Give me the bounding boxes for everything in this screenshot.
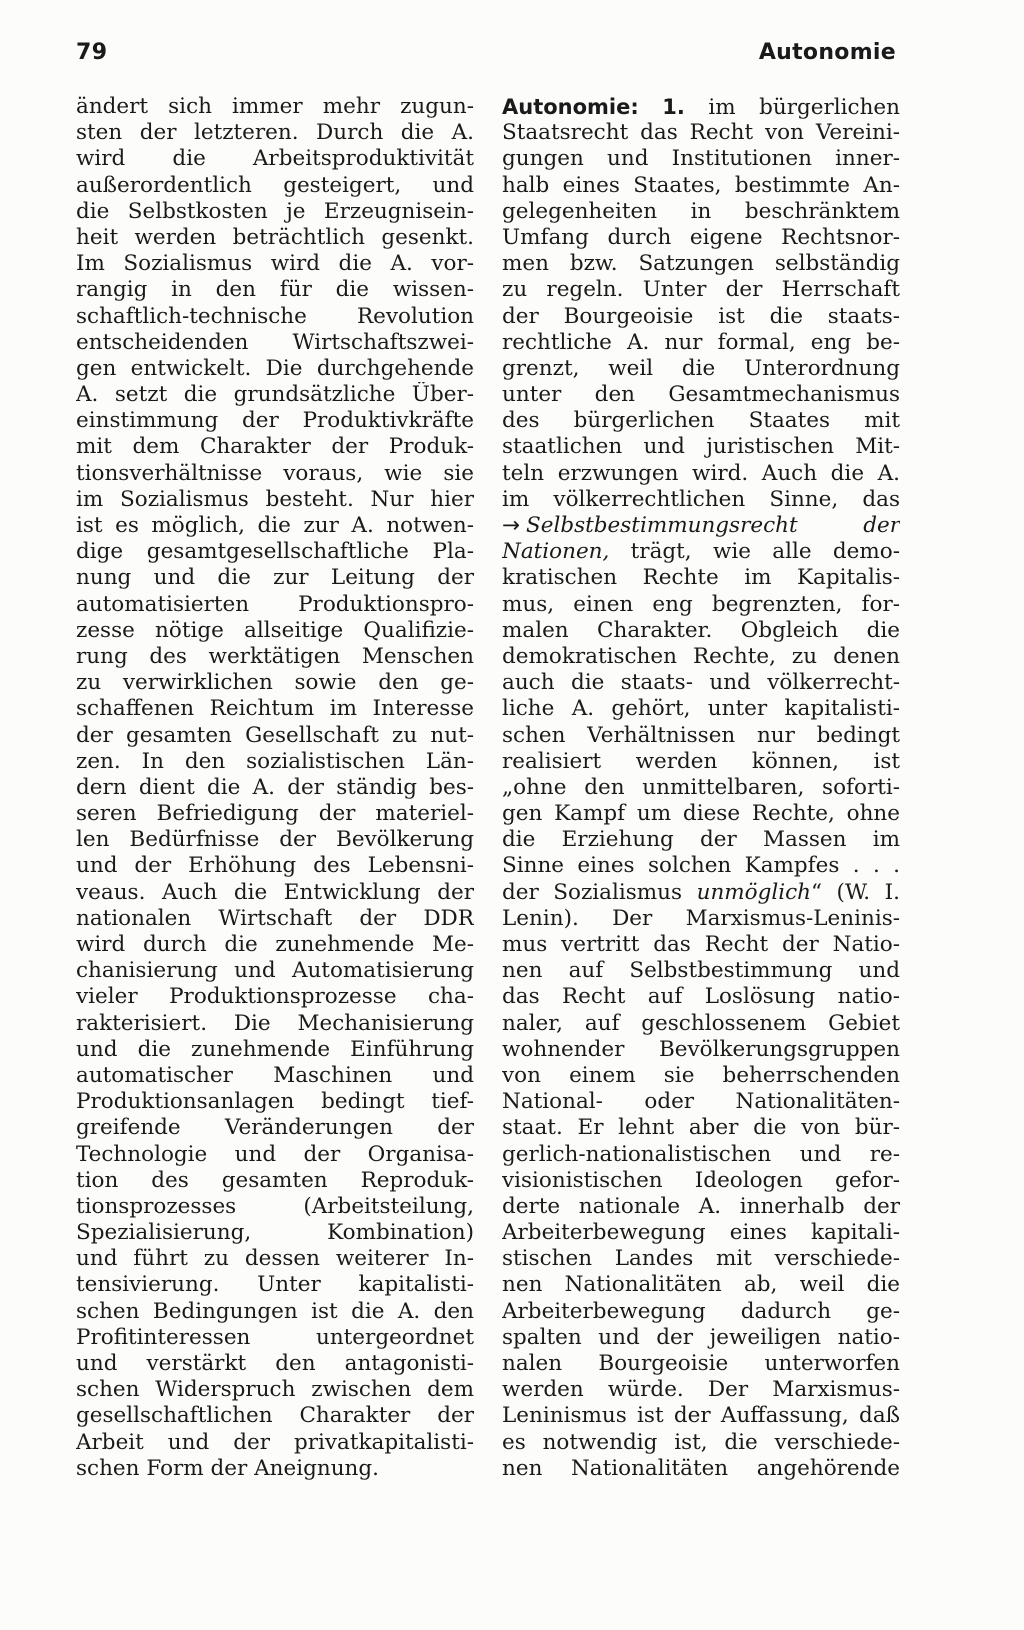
text-line: gerlich-nationalistischen und re- <box>502 1141 900 1167</box>
quote-end-line <box>502 880 900 906</box>
text-line: die Erziehung der Massen im <box>502 827 900 853</box>
text-line: realisiert werden können, ist <box>502 748 900 774</box>
text-line: visionistischen Ideologen gefor- <box>502 1167 900 1193</box>
text-line: von einem sie beherrschenden <box>502 1062 900 1088</box>
text-line: tensivierung. Unter kapitalisti- <box>76 1272 474 1298</box>
text-line: schen Form der Aneignung. <box>76 1455 379 1481</box>
text-line: dern dient die A. der ständig bes- <box>76 774 474 800</box>
text-line: entscheidenden Wirtschaftszwei- <box>76 329 474 355</box>
quote-line-end: “ (W. I. <box>811 879 900 905</box>
left-column <box>76 94 474 1482</box>
text-line: der gesamten Gesellschaft zu nut- <box>76 722 474 748</box>
text-line: National- oder Nationalitäten- <box>502 1089 900 1115</box>
text-line: ändert sich immer mehr zugun- <box>76 94 474 119</box>
text-line: Leninismus ist der Auffassung, daß <box>502 1403 900 1429</box>
text-line: einstimmung der Produktivkräfte <box>76 408 474 434</box>
text-line: es notwendig ist, die verschiede- <box>502 1429 900 1455</box>
text-line: im völkerrechtlichen Sinne, das <box>502 486 900 512</box>
text-line: automatischer Maschinen und <box>76 1062 474 1088</box>
text-line: gen entwickelt. Die durchgehende <box>76 355 474 381</box>
quote-emphasis: unmöglich <box>696 879 812 905</box>
text-line: schen Verhältnissen nur bedingt <box>502 722 900 748</box>
text-line: die Selbstkosten je Erzeugnisein- <box>76 198 474 224</box>
text-line: staat. Er lehnt aber die von bür- <box>502 1115 900 1141</box>
running-head: Autonomie <box>758 40 896 65</box>
text-line: auch die staats- und völkerrecht- <box>502 670 900 696</box>
text-line: gen Kampf um diese Rechte, ohne <box>502 801 900 827</box>
page-number: 79 <box>76 40 108 65</box>
cross-reference-arrow-icon: → <box>502 513 521 538</box>
text-line: derte nationale A. innerhalb der <box>502 1193 900 1219</box>
text-line: heit werden beträchtlich gesenkt. <box>76 224 474 250</box>
crossref-continuation-line <box>502 539 900 565</box>
entry-first-line <box>502 94 900 120</box>
text-line: schaffenen Reichtum im Interesse <box>76 696 474 722</box>
text-line: dige gesamtgesellschaftliche Pla- <box>76 539 474 565</box>
text-line: malen Charakter. Obgleich die <box>502 617 900 643</box>
text-line: und der Erhöhung des Lebensni- <box>76 853 474 879</box>
text-line: gungen und Institutionen inner- <box>502 146 900 172</box>
text-line: gelegenheiten in beschränktem <box>502 198 900 224</box>
text-line: nung und die zur Leitung der <box>76 565 474 591</box>
text-line: nen auf Selbstbestimmung und <box>502 958 900 984</box>
text-line: halb eines Staates, bestimmte An- <box>502 172 900 198</box>
right-paragraph-c <box>502 906 900 1482</box>
crossref-term: Selbstbestimmungsrecht der <box>526 513 900 538</box>
text-line: tionsverhältnisse voraus, wie sie <box>76 460 474 486</box>
text-line: nen Nationalitäten angehörende <box>502 1455 900 1481</box>
text-line: staatlichen und juristischen Mit- <box>502 434 900 460</box>
text-line: Staatsrecht das Recht von Vereini- <box>502 120 900 146</box>
text-line: rung des werktätigen Menschen <box>76 643 474 669</box>
entry-number: 1. <box>662 95 685 119</box>
text-line: Technologie und der Organisa- <box>76 1141 474 1167</box>
text-line: ist es möglich, die zur A. notwen- <box>76 513 474 538</box>
entry-term: Autonomie: <box>502 95 639 119</box>
text-line: seren Befriedigung der materiel- <box>76 801 474 827</box>
text-line: nalen Bourgeoisie unterworfen <box>502 1351 900 1376</box>
text-line: schen Bedingungen ist die A. den <box>76 1298 474 1324</box>
text-line: Sinne eines solchen Kampfes . . . <box>502 853 900 879</box>
text-line: und verstärkt den antagonisti- <box>76 1351 474 1376</box>
crossref-line <box>502 513 900 539</box>
text-line: mit dem Charakter der Produk- <box>76 434 474 460</box>
text-line: A. setzt die grundsätzliche Über- <box>76 382 474 408</box>
text-line: chanisierung und Automatisierung <box>76 958 474 984</box>
text-line: zu verwirklichen sowie den ge- <box>76 670 474 696</box>
text-line: zu regeln. Unter der Herrschaft <box>502 277 900 303</box>
text-line: stischen Landes mit verschiede- <box>502 1246 900 1272</box>
text-line: schaftlich-technische Revolution <box>76 303 474 329</box>
text-line: schen Widerspruch zwischen dem <box>76 1377 474 1403</box>
text-line: im Sozialismus besteht. Nur hier <box>76 486 474 512</box>
text-line: liche A. gehört, unter kapitalisti- <box>502 696 900 722</box>
text-line: rechtliche A. nur formal, eng be- <box>502 329 900 355</box>
text-line: Arbeiterbewegung dadurch ge- <box>502 1298 900 1324</box>
text-line: Lenin). Der Marxismus-Leninis- <box>502 905 900 931</box>
crossref-continuation-text: trägt, wie alle demo- <box>630 539 900 565</box>
text-line: zesse nötige allseitige Qualifizie- <box>76 617 474 643</box>
text-line: Umfang durch eigene Rechtsnor- <box>502 224 900 250</box>
text-line: das Recht auf Loslösung natio- <box>502 984 900 1010</box>
text-line: tion des gesamten Reproduk- <box>76 1167 474 1193</box>
crossref-term-end: Nationen, <box>502 539 610 565</box>
text-line: wird die Arbeitsproduktivität <box>76 146 474 172</box>
text-line: nen Nationalitäten ab, weil die <box>502 1272 900 1298</box>
text-line: Spezialisierung, Kombination) <box>76 1220 474 1246</box>
text-line: wohnender Bevölkerungsgruppen <box>502 1036 900 1062</box>
text-line: und die zunehmende Einführung <box>76 1036 474 1062</box>
text-line: automatisierten Produktionspro- <box>76 591 474 617</box>
text-line: rangig in den für die wissen- <box>76 277 474 303</box>
right-paragraph-b <box>502 565 900 879</box>
text-line: greifende Veränderungen der <box>76 1115 474 1141</box>
text-line: des bürgerlichen Staates mit <box>502 408 900 434</box>
text-line: teln erzwungen wird. Auch die A. <box>502 460 900 486</box>
text-line: spalten und der jeweiligen natio- <box>502 1324 900 1350</box>
text-line: werden würde. Der Marxismus- <box>502 1377 900 1403</box>
text-line: veaus. Auch die Entwicklung der <box>76 879 474 905</box>
text-line: Arbeiterbewegung eines kapitali- <box>502 1220 900 1246</box>
text-line: gesellschaftlichen Charakter der <box>76 1403 474 1429</box>
text-line: Produktionsanlagen bedingt tief- <box>76 1089 474 1115</box>
entry-first-line-text: im bürgerlichen <box>708 95 900 120</box>
text-line: mus vertritt das Recht der Natio- <box>502 932 900 957</box>
text-line: Im Sozialismus wird die A. vor- <box>76 251 474 277</box>
text-line: grenzt, weil die Unterordnung <box>502 355 900 381</box>
text-line: Arbeit und der privatkapitalisti- <box>76 1429 474 1455</box>
text-line: Profitinteressen untergeordnet <box>76 1324 474 1350</box>
text-line: unter den Gesamtmechanismus <box>502 382 900 408</box>
text-line: der Bourgeoisie ist die staats- <box>502 303 900 329</box>
text-line: sten der letzteren. Durch die A. <box>76 120 474 146</box>
text-line: tionsprozesses (Arbeitsteilung, <box>76 1193 474 1219</box>
text-line: wird durch die zunehmende Me- <box>76 932 474 957</box>
text-line: und führt zu dessen weiterer In- <box>76 1246 474 1272</box>
text-line: rakterisiert. Die Mechanisierung <box>76 1010 474 1036</box>
text-line: zen. In den sozialistischen Län- <box>76 748 474 774</box>
text-line: „ohne den unmittelbaren, soforti- <box>502 774 900 800</box>
text-line: demokratischen Rechte, zu denen <box>502 643 900 669</box>
text-line: vieler Produktionsprozesse cha- <box>76 984 474 1010</box>
text-line: kratischen Rechte im Kapitalis- <box>502 565 900 591</box>
right-column <box>502 94 900 1482</box>
quote-line-start: der Sozialismus <box>502 879 683 905</box>
text-line: naler, auf geschlossenem Gebiet <box>502 1010 900 1036</box>
text-line: mus, einen eng begrenzten, for- <box>502 591 900 617</box>
text-line: nationalen Wirtschaft der DDR <box>76 905 474 931</box>
text-line: len Bedürfnisse der Bevölkerung <box>76 827 474 853</box>
text-line: außerordentlich gesteigert, und <box>76 172 474 198</box>
text-line: men bzw. Satzungen selbständig <box>502 251 900 277</box>
right-paragraph-a <box>502 120 900 513</box>
